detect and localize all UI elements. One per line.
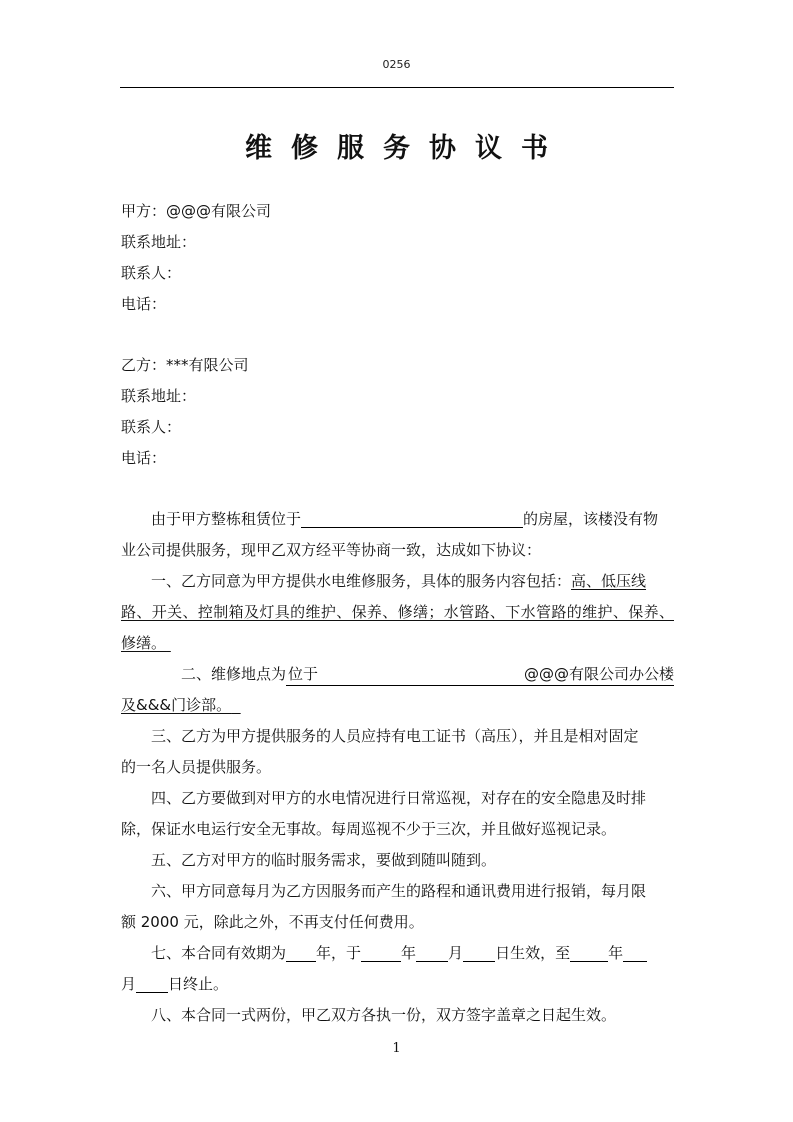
intro-paragraph	[121, 504, 674, 535]
party-b-contact: 联系人：	[121, 418, 182, 436]
page-number: 1	[392, 1041, 401, 1056]
party-a-phone: 电话：	[121, 295, 167, 313]
header-divider	[120, 87, 674, 88]
location-blank	[301, 509, 523, 528]
party-a-contact: 联系人：	[121, 264, 182, 282]
clause-1-line-3	[121, 628, 674, 659]
clause-6-line-1: 六、甲方同意每月为乙方因服务而产生的路程和通讯费用进行报销，每月限	[151, 882, 647, 900]
document-code: 0256	[382, 58, 411, 71]
clause-7-line-2	[121, 969, 674, 1000]
clause-2-underlined-start: 位于	[288, 665, 319, 683]
intro-prefix: 由于甲方整栋租赁位于	[151, 510, 302, 528]
spacer	[121, 320, 674, 350]
clause-2-location-underline	[286, 663, 674, 686]
clause-7-part-6: 年	[608, 944, 624, 962]
clause-3-line-1: 三、乙方为甲方提供服务的人员应持有电工证书（高压），并且是相对固定	[151, 727, 639, 745]
clause-2-underlined-line-2: 及&&&门诊部。	[121, 696, 232, 714]
clause-7-part-1: 七、本合同有效期为	[151, 944, 287, 962]
document-body	[121, 196, 674, 1031]
intro-suffix: 的房屋，该楼没有物	[523, 510, 659, 528]
clause-1-line-2	[121, 597, 674, 628]
end-month-blank-part	[623, 943, 647, 962]
clause-1-underlined-1: 高、低压线	[571, 572, 647, 590]
start-month-blank	[416, 943, 448, 962]
clause-1-underlined-2: 路、开关、控制箱及灯具的维护、保养、修缮；水管路、下水管路的维护、保养、	[121, 603, 674, 621]
clause-2-underlined-end: @@@有限公司办公楼	[523, 665, 674, 683]
spacer	[121, 474, 674, 504]
party-b-phone: 电话：	[121, 449, 167, 467]
clause-7-part-5: 日生效，至	[495, 944, 571, 962]
clause-7-part-3: 年	[401, 944, 417, 962]
clause-1	[121, 566, 674, 597]
clause-7-part-2: 年，于	[316, 944, 362, 962]
party-a-address: 联系地址：	[121, 233, 197, 251]
clause-2	[121, 659, 674, 690]
party-b-name: 乙方：***有限公司	[121, 356, 249, 374]
clause-2-text: 二、维修地点为	[181, 665, 287, 683]
document-title: 维修服务协议书	[245, 133, 567, 164]
clause-7-part-7: 月	[121, 975, 137, 993]
start-day-blank	[463, 943, 495, 962]
clause-7	[121, 938, 674, 969]
clause-3-line-2: 的一名人员提供服务。	[121, 758, 272, 776]
party-b-address: 联系地址：	[121, 387, 197, 405]
intro-line-2: 业公司提供服务，现甲乙双方经平等协商一致，达成如下协议：	[121, 541, 542, 559]
clause-2-line-2	[121, 690, 674, 721]
end-day-blank	[136, 974, 168, 993]
clause-4-line-2: 除，保证水电运行安全无事故。每周巡视不少于三次，并且做好巡视记录。	[121, 820, 617, 838]
clause-1-text: 一、乙方同意为甲方提供水电维修服务，具体的服务内容包括：	[151, 572, 572, 590]
party-a-name: 甲方：@@@有限公司	[121, 202, 272, 220]
clause-7-part-4: 月	[448, 944, 464, 962]
start-year-blank	[361, 943, 401, 962]
clause-8-line-1: 八、本合同一式两份，甲乙双方各执一份，双方签字盖章之日起生效。	[151, 1006, 617, 1024]
clause-5-line-1: 五、乙方对甲方的临时服务需求，要做到随叫随到。	[151, 851, 497, 869]
end-year-blank	[570, 943, 608, 962]
clause-6-line-2: 额 2000 元，除此之外，不再支付任何费用。	[121, 913, 424, 931]
years-blank	[286, 943, 316, 962]
clause-7-part-8: 日终止。	[168, 975, 229, 993]
clause-1-underlined-3: 修缮。	[121, 634, 167, 652]
clause-4-line-1: 四、乙方要做到对甲方的水电情况进行日常巡视，对存在的安全隐患及时排	[151, 789, 647, 807]
